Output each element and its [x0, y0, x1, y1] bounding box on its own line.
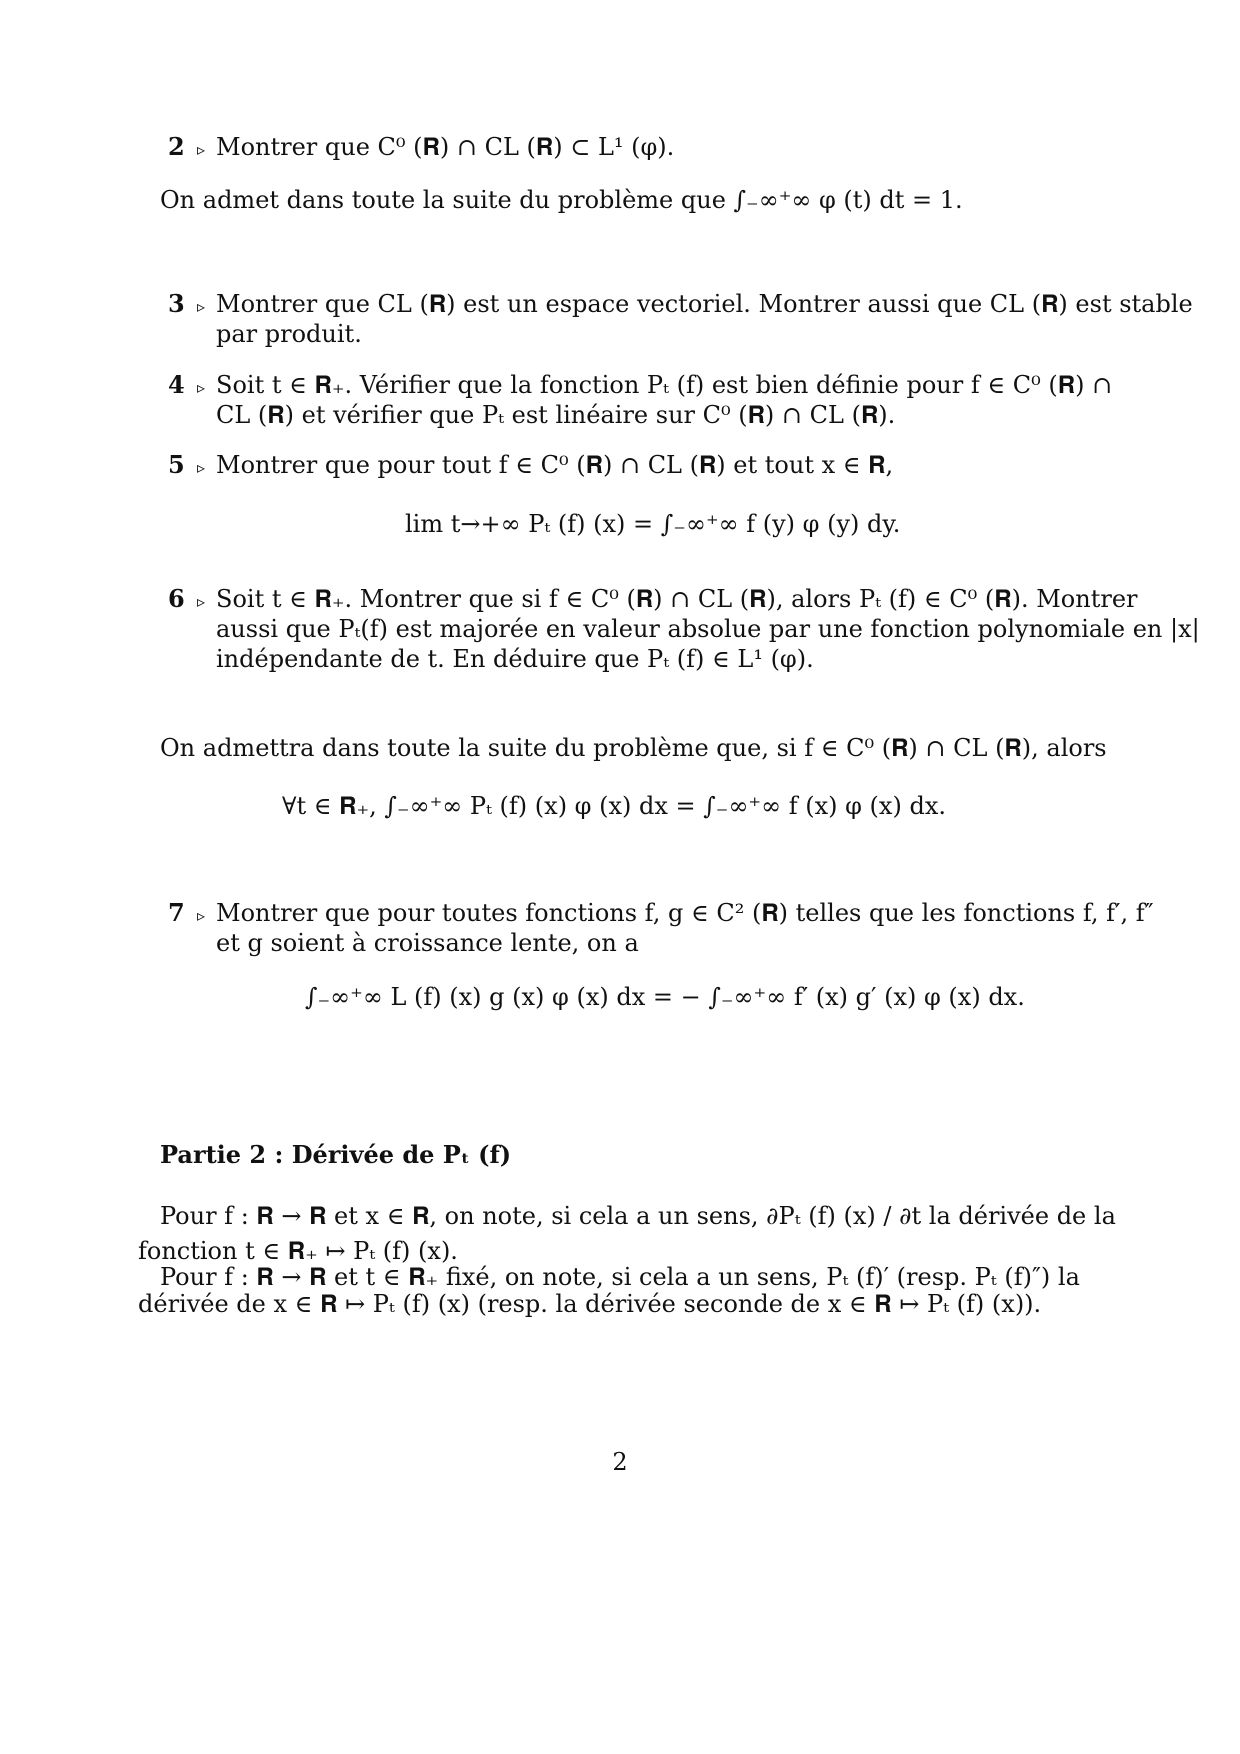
- triangle-marker-icon: ▹: [196, 906, 206, 925]
- question-4: [168, 370, 1113, 429]
- paragraph-2-line-1: Pour f : 𝐑 → 𝐑 et t ∈ 𝐑₊ fixé, on note, si cela a un sens, Pₜ (f)′ (resp. Pₜ (f)″) la: [160, 1263, 1080, 1291]
- question-text-line-2: CL (𝐑) et vérifier que Pₜ est linéaire sur C⁰ (𝐑) ∩ CL (𝐑).: [216, 401, 896, 429]
- question-text-line-2: par produit.: [216, 320, 362, 348]
- question-text: Montrer que C⁰ (𝐑) ∩ CL (𝐑) ⊂ L¹ (φ).: [216, 133, 675, 161]
- question-text-line-1: Montrer que pour toutes fonctions f, g ∈ C² (𝐑) telles que les fonctions f, f′, f″: [216, 899, 1154, 927]
- question-text: Montrer que pour tout f ∈ C⁰ (𝐑) ∩ CL (𝐑) et tout x ∈ 𝐑,: [216, 451, 894, 479]
- triangle-marker-icon: ▹: [196, 592, 206, 611]
- equation-integration-by-parts: ∫₋∞⁺∞ L (f) (x) g (x) φ (x) dx = − ∫₋∞⁺∞ f′ (x) g′ (x) φ (x) dx.: [305, 983, 1025, 1011]
- paragraph-1-line-1: Pour f : 𝐑 → 𝐑 et x ∈ 𝐑, on note, si cela a un sens, ∂Pₜ (f) (x) / ∂t la dérivée de la: [160, 1202, 1116, 1230]
- remark-admettra: On admettra dans toute la suite du problème que, si f ∈ C⁰ (𝐑) ∩ CL (𝐑), alors: [160, 734, 1107, 762]
- question-number: 5: [168, 450, 185, 479]
- triangle-marker-icon: ▹: [196, 140, 206, 159]
- question-number: 6: [168, 584, 185, 613]
- question-text-line-1: Montrer que CL (𝐑) est un espace vectoriel. Montrer aussi que CL (𝐑) est stable: [216, 290, 1193, 318]
- question-text-line-3: indépendante de t. En déduire que Pₜ (f) ∈ L¹ (φ).: [216, 645, 814, 673]
- triangle-marker-icon: ▹: [196, 378, 206, 397]
- question-number: 4: [168, 370, 185, 399]
- paragraph-1-line-2: fonction t ∈ 𝐑₊ ↦ Pₜ (f) (x).: [138, 1237, 458, 1265]
- question-2: [168, 132, 675, 165]
- question-text-line-2: et g soient à croissance lente, on a: [216, 929, 639, 957]
- question-text-line-1: Soit t ∈ 𝐑₊. Vérifier que la fonction Pₜ (f) est bien définie pour f ∈ C⁰ (𝐑) ∩: [216, 371, 1113, 399]
- question-number: 7: [168, 898, 185, 927]
- equation-invariance: ∀t ∈ 𝐑₊, ∫₋∞⁺∞ Pₜ (f) (x) φ (x) dx = ∫₋∞⁺∞ f (x) φ (x) dx.: [282, 792, 946, 820]
- question-7: [168, 898, 1154, 957]
- remark-admet-integral: On admet dans toute la suite du problème que ∫₋∞⁺∞ φ (t) dt = 1.: [160, 186, 963, 214]
- section-heading: Partie 2 : Dérivée de Pₜ (f): [160, 1140, 512, 1169]
- question-5: [168, 450, 894, 483]
- question-text-line-2: aussi que Pₜ(f) est majorée en valeur absolue par une fonction polynomiale en |x|: [216, 615, 1200, 643]
- triangle-marker-icon: ▹: [196, 458, 206, 477]
- question-6: [168, 584, 1200, 673]
- equation-limit: lim t→+∞ Pₜ (f) (x) = ∫₋∞⁺∞ f (y) φ (y) dy.: [405, 510, 901, 538]
- question-3: [168, 289, 1193, 348]
- question-text-line-1: Soit t ∈ 𝐑₊. Montrer que si f ∈ C⁰ (𝐑) ∩ CL (𝐑), alors Pₜ (f) ∈ C⁰ (𝐑). Montrer: [216, 585, 1138, 613]
- paragraph-2-line-2: dérivée de x ∈ 𝐑 ↦ Pₜ (f) (x) (resp. la dérivée seconde de x ∈ 𝐑 ↦ Pₜ (f) (x)).: [138, 1290, 1042, 1318]
- question-number: 2: [168, 132, 185, 161]
- question-number: 3: [168, 289, 185, 318]
- page-number: 2: [612, 1448, 628, 1476]
- triangle-marker-icon: ▹: [196, 297, 206, 316]
